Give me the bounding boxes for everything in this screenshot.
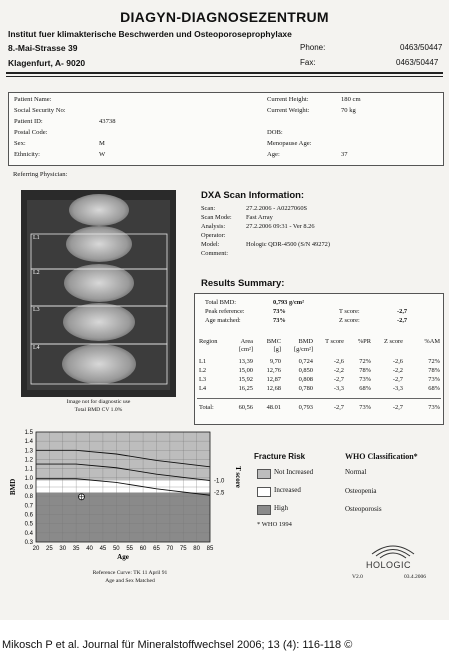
label-ssn: Social Security No: [14,107,66,114]
y-tick-label: 0.3 [24,540,33,546]
cell-bmc: 12,76 [266,367,281,374]
peak-ref-value: 73% [273,308,286,315]
region-label-l2: L2 [33,270,40,276]
risk-zone-2 [36,493,210,543]
cell-bmd: 0,793 [298,404,313,411]
patient-info-box [8,92,444,166]
label-patient-name: Patient Name: [14,96,52,103]
chart-footnote-matched: Age and Sex Matched [105,578,155,584]
cell-pr: 68% [359,385,371,392]
report-title: DIAGYN-DIAGNOSEZENTRUM [120,9,329,25]
hologic-logo-text: HOLOGIC [366,560,412,570]
cell-z-score: -2,7 [392,404,403,411]
scan-row-value: 27.2.2006 - A0227060S [246,205,308,212]
label-sex: Sex: [14,140,26,147]
legend-swatch-increased [257,487,271,497]
peak-ref-label: Peak reference: [205,308,245,315]
cell-pr: 73% [359,404,371,411]
total-bmd-value: 0,793 g/cm² [273,299,305,306]
label-postal: Postal Code: [14,129,48,136]
fax-label: Fax: [300,58,316,67]
y-tick-label: 1.2 [24,457,33,464]
cell-z-score: -2,7 [392,376,403,383]
age-value: 37 [341,151,348,158]
risk-zone-0 [36,432,210,481]
legend-label-high: High [274,504,288,512]
col-am: %AM [424,338,440,345]
cell-area: 15,92 [238,376,253,383]
label-ethnicity: Ethnicity: [14,151,41,158]
region-label-l4: L4 [33,345,40,351]
x-tick-label: 80 [193,546,200,552]
col-bmc: BMC [266,338,281,345]
fax-value: 0463/50447 [396,58,439,67]
scan-mode-value: Fast Array [246,214,273,221]
model-value: Hologic QDR-4500 (S/N 49272) [246,241,330,248]
y-tick-label: 0.5 [24,521,33,528]
cell-bmd: 0,780 [298,385,313,392]
col-region: Region [199,338,218,345]
label-dob: DOB: [267,129,283,136]
who-footnote: * WHO 1994 [257,521,292,528]
cell-z-score: -2,2 [392,367,403,374]
x-tick-label: 20 [32,546,40,552]
y-tick-label: 0.7 [24,503,33,510]
model-key: Model: [201,241,220,248]
cell-t-score: -2,6 [333,358,344,365]
cell-am: 73% [428,404,440,411]
cell-am: 68% [428,385,440,392]
results-box [194,293,444,425]
header-rule [6,72,443,74]
x-axis-label: Age [117,553,129,561]
x-tick-label: 85 [206,546,214,552]
ethnicity-value: W [99,151,106,158]
risk-zone-1 [36,481,210,493]
cell-pr: 78% [359,367,371,374]
y-tick-label: 0.9 [24,485,33,491]
legend-swatch-not-increased [257,469,271,479]
cell-pr: 73% [359,376,371,383]
scan-mode-key: Scan Mode: [201,214,232,221]
legend-label-not-increased: Not Increased [274,468,314,476]
legend-swatch-high [257,505,271,515]
analysis-value: 27.2.2006 09:31 - Ver 8.26 [246,223,315,230]
x-tick-label: 30 [59,546,67,552]
z-score-value: -2,7 [397,317,408,324]
col-t-score: T score [325,338,344,345]
label-menopause: Menopause Age: [267,140,312,147]
who-osteoporosis: Osteoporosis [345,505,382,513]
t-score-value: -2,7 [397,308,408,315]
phone-label: Phone: [300,43,326,52]
spine-scan-image [21,190,176,397]
y-tick-label: 1.5 [24,430,33,436]
cell-area: 13,39 [238,358,253,365]
cell-pr: 72% [359,358,371,365]
col-area: Area [240,338,253,345]
referring-physician-label: Referring Physician: [13,171,68,178]
label-age: Age: [267,151,280,158]
street-address: 8.-Mai-Strasse 39 [8,43,78,53]
patient-id-value: 43738 [99,118,116,125]
col-z-score: Z score [384,338,403,345]
weight-value: 70 kg [341,107,356,114]
cell-region: L2 [199,367,207,374]
x-tick-label: 25 [46,546,53,552]
scan-info-title: DXA Scan Information: [201,190,305,201]
x-tick-label: 70 [166,546,174,552]
cell-z-score: -3,3 [392,385,403,392]
label-height: Current Height: [267,96,309,103]
t-score-tick-label: -2.5 [214,490,225,497]
cell-area: 60,56 [238,404,253,411]
bmd-reference-chart [6,424,242,564]
legend-label-increased: Increased [274,486,301,494]
cell-t-score: -2,7 [333,404,344,411]
results-title: Results Summary: [201,278,285,289]
comment-key: Comment: [201,250,228,257]
x-tick-label: 40 [86,546,93,552]
x-tick-label: 45 [99,546,107,552]
cell-t-score: -2,2 [333,367,344,374]
cell-t-score: -2,7 [333,376,344,383]
region-label-l1: L1 [33,235,40,241]
analysis-key: Analysis: [201,223,226,230]
col-bmc-unit: [g] [273,346,281,353]
who-normal: Normal [345,468,367,476]
col-pr: %PR [357,338,371,345]
fracture-risk-title: Fracture Risk [254,452,306,461]
cell-region: L4 [199,385,207,392]
who-osteopenia: Osteopenia [345,487,377,495]
cell-am: 72% [428,358,440,365]
institute-name: Institut fuer klimakterische Beschwerden und Osteoporoseprophylaxe [8,29,292,39]
col-bmd: BMD [298,338,313,345]
right-axis-label: T score [234,466,242,488]
col-bmd-unit: [g/cm²] [294,346,313,353]
cell-bmd: 0,850 [298,367,313,374]
x-tick-label: 55 [126,546,134,552]
cell-region: L1 [199,358,207,365]
label-weight: Current Weight: [267,107,310,114]
x-tick-label: 60 [139,546,147,552]
cell-bmd: 0,808 [298,376,313,383]
cell-region: L3 [199,376,207,383]
sex-value: M [99,140,105,147]
cell-t-score: -3,3 [333,385,344,392]
y-tick-label: 0.8 [24,494,33,501]
phone-value: 0463/50447 [400,43,443,52]
city-address: Klagenfurt, A- 9020 [8,58,86,68]
y-tick-label: 0.6 [24,512,33,519]
region-label-l3: L3 [33,307,40,313]
cell-bmc: 48.01 [266,404,281,411]
total-rule [197,398,441,399]
y-tick-label: 1.3 [24,448,33,455]
scan-row-key: Scan: [201,205,216,212]
cell-am: 73% [428,376,440,383]
label-patient-id: Patient ID: [14,118,43,125]
citation: Mikosch P et al. Journal für Mineralstoffwechsel 2006; 13 (4): 116-118 © [2,639,353,651]
total-bmd-label: Total BMD: [205,299,236,306]
operator-key: Operator: [201,232,226,239]
cell-bmc: 12,68 [266,385,281,392]
y-tick-label: 0.4 [24,530,33,537]
image-cv-caption: Total BMD CV 1.0% [74,407,123,413]
z-score-label: Z score: [339,317,360,324]
cell-area: 15,00 [238,367,253,374]
height-value: 180 cm [341,96,361,103]
cell-bmc: 9,70 [269,358,281,365]
cell-area: 16,25 [238,385,253,392]
header-rule-thin [6,76,443,77]
y-tick-label: 1.0 [24,475,33,482]
col-area-unit: [cm²] [239,346,253,353]
x-tick-label: 75 [179,546,187,552]
age-matched-label: Age matched: [205,317,241,324]
y-tick-label: 1.4 [24,439,33,446]
y-axis-label: BMD [9,478,17,496]
cell-bmd: 0,724 [298,358,313,365]
age-matched-value: 73% [273,317,286,324]
t-score-tick-label: -1.0 [214,478,225,485]
chart-footnote-reference: Reference Curve: TK 11 April 91 [92,570,168,576]
x-tick-label: 65 [153,546,160,552]
cell-bmc: 12,87 [266,376,281,383]
x-tick-label: 50 [112,546,120,552]
cell-z-score: -2,6 [392,358,403,365]
cell-total-label: Total: [199,404,214,411]
who-classification-title: WHO Classification* [345,452,418,461]
report-date: 03.4.2006 [404,574,426,580]
software-version: V2.0 [352,574,363,580]
y-tick-label: 1.1 [24,466,33,473]
x-tick-label: 35 [72,546,80,552]
hologic-logo-icon [368,540,418,562]
image-caption: Image not for diagnostic use [66,399,131,405]
cell-am: 78% [428,367,440,374]
t-score-label: T score: [339,308,360,315]
